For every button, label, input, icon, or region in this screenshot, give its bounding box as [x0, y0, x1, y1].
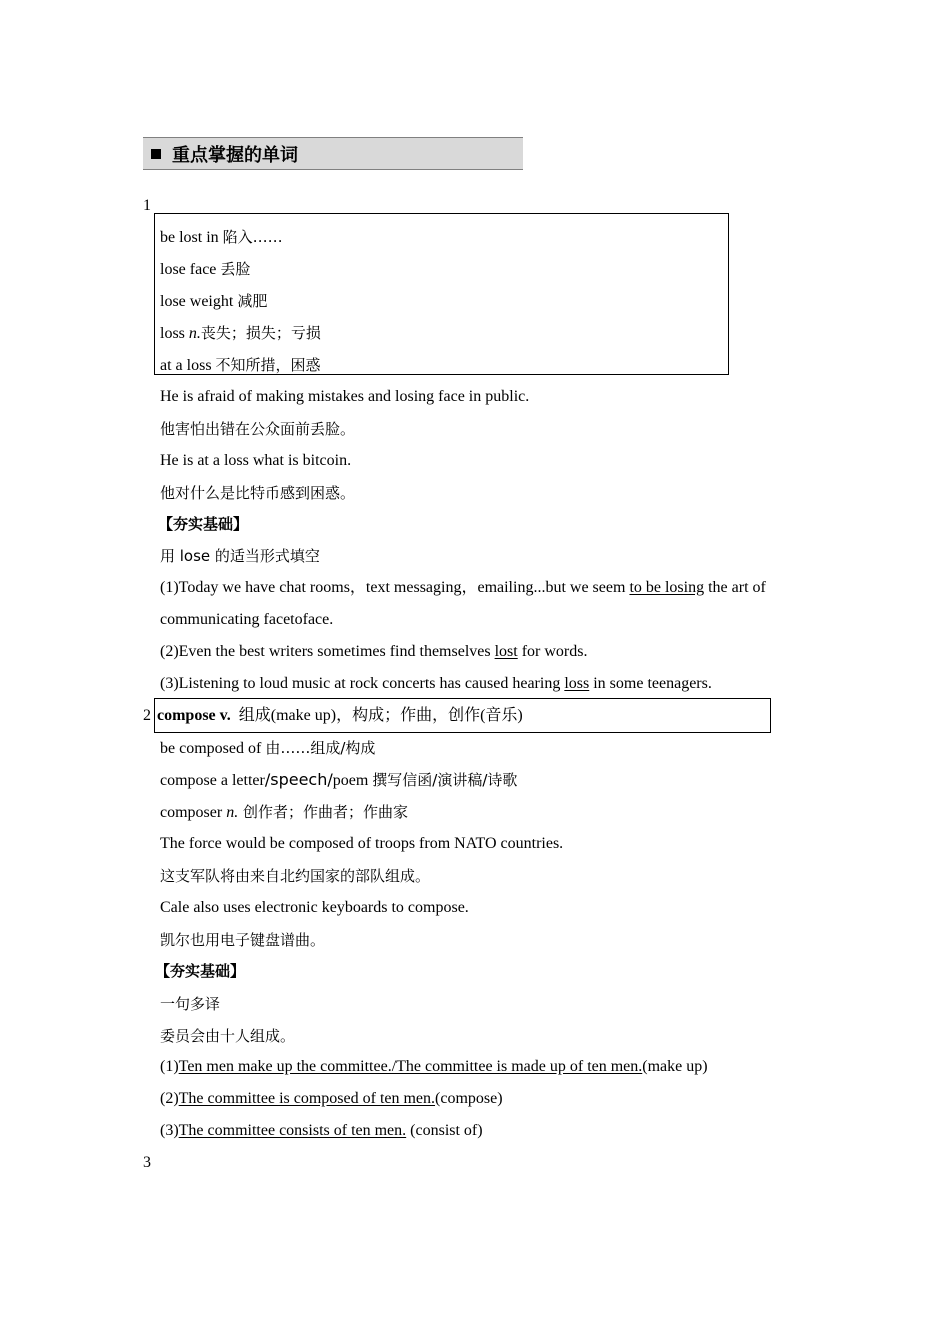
exercise-q3: (3)Listening to loud music at rock concerts has caused hearing loss in some teenagers. [160, 675, 712, 692]
square-bullet-icon [151, 149, 161, 159]
answer-text: The committee consists of ten men. [178, 1122, 407, 1139]
answer-text: The committee is composed of ten men. [178, 1090, 436, 1107]
phrase-line: lose face 丢脸 [160, 260, 251, 278]
section-heading [143, 137, 523, 170]
practice-header: 【夯实基础】 [155, 962, 246, 980]
practice-intro: 用 lose 的适当形式填空 [160, 547, 320, 565]
section-title: 重点掌握的单词 [172, 144, 298, 166]
item-number-3: 3 [143, 1154, 151, 1171]
answer-line: (3)The committee consists of ten men. (consist of) [160, 1122, 483, 1139]
phrase-line: compose a letter/speech/poem 撰写信函/演讲稿/诗歌 [160, 770, 518, 789]
example-sentence: The force would be composed of troops from NATO countries. [160, 835, 564, 852]
example-sentence: Cale also uses electronic keyboards to compose. [160, 899, 469, 916]
phrase-line: lose weight 减肥 [160, 292, 268, 310]
answer-blank: lost [494, 643, 518, 660]
phrase-line: be composed of 由……组成/构成 [160, 739, 376, 757]
exercise-q2: (2)Even the best writers sometimes find themselves lost for words. [160, 643, 588, 660]
practice-header: 【夯实基础】 [158, 515, 249, 533]
item-number-1: 1 [143, 197, 151, 214]
headword: compose v [157, 707, 227, 724]
practice-intro: 一句多译 [160, 995, 221, 1013]
headword-definition: 组成(make up)，构成；作曲，创作(音乐) [238, 707, 523, 724]
answer-blank: to be losing [629, 579, 705, 596]
example-sentence: He is at a loss what is bitcoin. [160, 452, 352, 469]
answer-blank: loss [564, 675, 590, 692]
exercise-q1-cont: communicating facetoface. [160, 611, 334, 628]
item-number-2: 2 [143, 707, 151, 724]
example-sentence: He is afraid of making mistakes and losing face in public. [160, 388, 530, 405]
answer-line: (1)Ten men make up the committee./The committee is made up of ten men.(make up) [160, 1058, 708, 1075]
answer-line: (2)The committee is composed of ten men.(compose) [160, 1090, 503, 1107]
example-translation: 他对什么是比特币感到困惑。 [160, 484, 356, 502]
headword-line: compose v. 组成(make up)，构成；作曲，创作(音乐) [157, 707, 523, 724]
example-translation: 他害怕出错在公众面前丢脸。 [160, 420, 356, 438]
phrase-line: at a loss 不知所措，困惑 [160, 356, 321, 374]
translation-prompt: 委员会由十人组成。 [160, 1027, 296, 1045]
phrase-line: composer n. 创作者；作曲者；作曲家 [160, 803, 408, 821]
phrase-line: be lost in 陷入…… [160, 228, 283, 246]
phrase-line: loss n.丧失；损失；亏损 [160, 324, 321, 342]
answer-text: Ten men make up the committee./The committee is made up of ten men. [178, 1058, 643, 1075]
exercise-q1: (1)Today we have chat rooms，text messaging，emailing...but we seem to be losing the art of [160, 579, 766, 596]
example-translation: 凯尔也用电子键盘谱曲。 [160, 931, 326, 949]
example-translation: 这支军队将由来自北约国家的部队组成。 [160, 867, 431, 885]
